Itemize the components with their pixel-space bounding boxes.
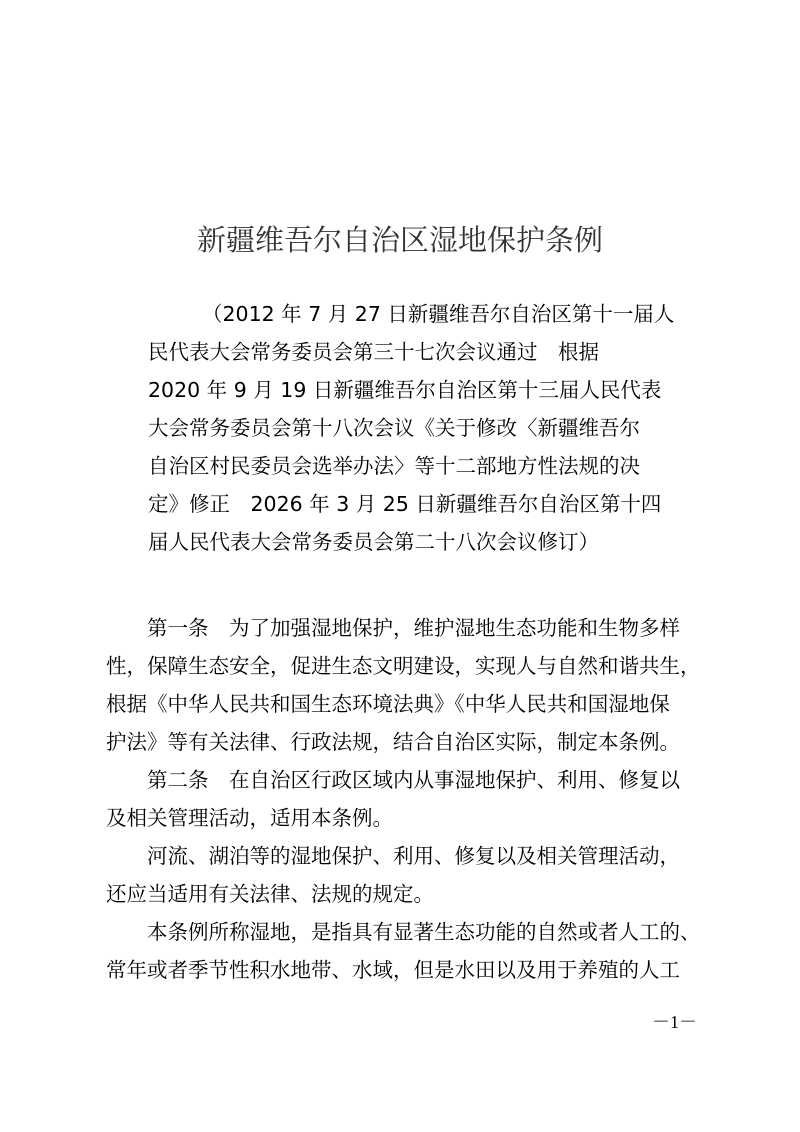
article-2-paragraph-line: 河流、湖泊等的湿地保护、利用、修复以及相关管理活动， [106,844,680,868]
wetland-definition-line: 常年或者季节性积水地带、水域，但是水田以及用于养殖的人工 [106,958,680,982]
article-2-paragraph-line: 还应当适用有关法律、法规的规定。 [106,882,434,906]
note-line: 届人民代表大会常务委员会第二十八次会议修订） [148,530,599,554]
note-line: 自治区村民委员会选举办法〉等十二部地方性法规的决 [148,454,640,478]
note-line: 2020 年 9 月 19 日新疆维吾尔自治区第十三届人民代表 [148,378,662,402]
wetland-definition-line: 本条例所称湿地，是指具有显著生态功能的自然或者人工的、 [106,920,701,944]
note-line: 民代表大会常务委员会第三十七次会议通过 根据 [148,340,599,364]
note-line: （2012 年 7 月 27 日新疆维吾尔自治区第十一届人 [202,302,675,326]
note-line: 定》修正 2026 年 3 月 25 日新疆维吾尔自治区第十四 [148,492,662,516]
article-2-line: 第二条 在自治区行政区域内从事湿地保护、利用、修复以 [106,768,680,792]
note-line: 大会常务委员会第十八次会议《关于修改〈新疆维吾尔 [148,416,640,440]
page-number: －1－ [652,1012,697,1032]
article-2-line: 及相关管理活动，适用本条例。 [106,806,393,830]
document-title: 新疆维吾尔自治区湿地保护条例 [196,223,603,257]
article-1-line: 护法》等有关法律、行政法规，结合自治区实际，制定本条例。 [106,730,680,754]
article-1-line: 性，保障生态安全，促进生态文明建设，实现人与自然和谐共生， [106,654,701,678]
article-1-line: 第一条 为了加强湿地保护，维护湿地生态功能和生物多样 [106,616,680,640]
article-1-line: 根据《中华人民共和国生态环境法典》《中华人民共和国湿地保 [106,692,670,716]
